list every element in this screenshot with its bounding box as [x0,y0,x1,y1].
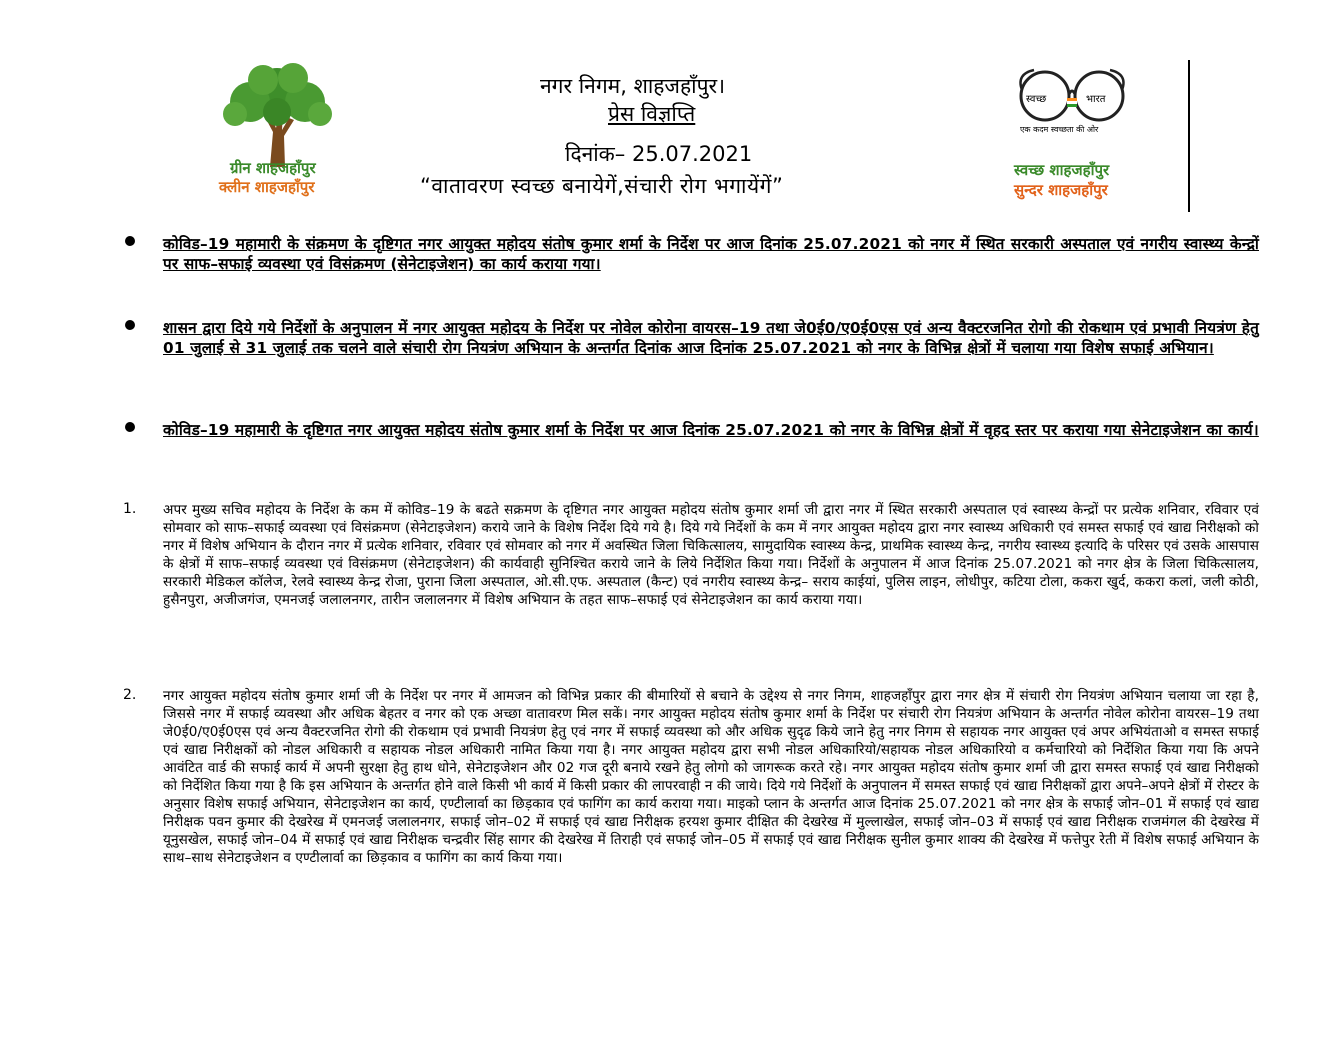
swachh-bharat-logo [1012,64,1132,134]
logo-line-swachh: स्वच्छ शाहजहाँपुर [1014,161,1110,179]
glasses-left-lens-text: स्वच्छ [1026,94,1047,105]
divider-line [1188,60,1190,212]
tree-icon [215,62,340,167]
date-line: दिनांक– 25.07.2021 [565,142,753,166]
logo-line-green: ग्रीन शाहजहाँपुर [230,159,316,177]
paragraph-number: 1. [123,501,137,517]
green-shahjahanpur-logo [215,62,340,197]
paragraph-text: अपर मुख्य सचिव महोदय के निर्देश के कम में कोविड–19 के बढते सक्रमण के दृष्टिगत नगर आयुक्त महोदय संतोष कुमार शर्मा जी द्वारा नगर में स्थित सरकारी अस्पताल एवं स्वास्थ्य केन्द्रों पर प्रत्येक शनिवार, रविवार एवं सोमवार को साफ–सफाई व्यवस्था एवं विसंक्रमण (सेनेटाइजेशन) कराये जाने के विशेष निर्देश दिये गये है। दिये गये निर्देशों के कम में नगर आयुक्त महोदय द्वारा नगर स्वास्थ्य अधिकारी एवं समस्त सफाई एवं खाद्य निरीक्षको को नगर में विशेष अभियान के दौरान नगर में प्रत्येक शनिवार, रविवार एवं सोमवार को नगर में अवस्थित जिला चिकित्सालय, सामुदायिक स्वास्थ्य केन्द्र, प्राथमिक स्वास्थ्य केन्द्र, नगरीय स्वास्थ्य इत्यादि के परिसर एवं उसके आसपास के क्षेत्रों में साफ–सफाई व्यवस्था एवं विसंक्रमण (सेनेटाइजेशन) की कार्यवाही सुनिश्चित कराये जाने के लिये निर्देशित किया गया। निर्देशों के अनुपालन में आज दिनांक 25.07.2021 को नगर क्षेत्र के जिला चिकित्सालय, सरकारी मेडिकल कॉलेज, रेलवे स्वास्थ्य केन्द्र रोजा, पुराना जिला अस्पताल, ओ.सी.एफ. अस्पताल (कैन्ट) एवं नगरीय स्वास्थ्य केन्द्र– सराय काईयां, पुलिस लाइन, लोधीपुर, कटिया टोला, ककरा खुर्द, ककरा कलां, जली कोठी, हुसैनपुरा, अजीजगंज, एमनजई जलालनगर, तारीन जलालनगर में विशेष अभियान के तहत साफ–सफाई एवं सेनेटाइजेशन का कार्य कराया गया। [163,502,1259,608]
bullet-icon [125,236,135,246]
glasses-right-lens-text: भारत [1086,94,1106,105]
bullet-item [163,318,1259,358]
numbered-paragraph [123,687,1259,867]
bullet-item [163,234,1259,274]
bullet-icon [125,320,135,330]
bullet-icon [125,422,135,432]
logo-line-clean: क्लीन शाहजहाँपुर [219,178,315,196]
bullet-text: कोविड–19 महामारी के दृष्टिगत नगर आयुक्त महोदय संतोष कुमार शर्मा के निर्देश पर आज दिनांक 25.07.2021 को नगर के विभिन्न क्षेत्रों में वृहद स्तर पर कराया गया सेनेटाइजेशन का कार्य। [163,421,1259,439]
org-name: नगर निगम, शाहजहाँपुर। [540,74,726,98]
logo-line-sundar: सुन्दर शाहजहाँपुर [1014,181,1108,199]
numbered-paragraph [123,501,1259,609]
slogan: “वातावरण स्वच्छ बनायेगें,संचारी रोग भगायेंगें” [420,174,784,198]
bullet-text: शासन द्वारा दिये गये निर्देशों के अनुपालन में नगर आयुक्त महोदय के निर्देश पर नोवेल कोरोना वायरस–19 तथा जे0ई0/ए0ई0एस एवं अन्य वैक्टरजनित रोगो की रोकथाम एवं प्रभावी नियत्रंण हेतु 01 जुलाई से 31 जुलाई तक चलने वाले संचारी रोग नियत्रंण अभियान के अन्तर्गत दिनांक आज दिनांक 25.07.2021 को नगर के विभिन्न क्षेत्रों में चलाया गया विशेष सफाई अभियान। [163,319,1259,357]
press-release-title: प्रेस विज्ञप्ति [608,102,696,126]
paragraph-text: नगर आयुक्त महोदय संतोष कुमार शर्मा जी के निर्देश पर नगर में आमजन को विभिन्न प्रकार की बीमारियों से बचाने के उद्देश्य से नगर निगम, शाहजहाँपुर द्वारा नगर क्षेत्र में संचारी रोग नियत्रंण अभियान चलाया जा रहा है, जिससे नगर में सफाई व्यवस्था और अधिक बेहतर व नगर को एक अच्छा वातावरण मिल सकें। नगर आयुक्त महोदय संतोष कुमार शर्मा के निर्देश पर संचारी रोग नियत्रंण अभियान के अन्तर्गत नोवेल कोरोना वायरस–19 तथा जे0ई0/ए0ई0एस एवं अन्य वैक्टरजनित रोगो की रोकथाम एवं प्रभावी नियत्रंण हेतु एवं नगर में सफाई व्यवस्था को और अधिक सुदृढ किये जाने हेतु नगर निगम से सहायक नगर आयुक्त एवं अपर अभियंताओ व समस्त सफाई एवं खाद्य निरीक्षकों को नोडल अधिकारी व सहायक नोडल अधिकारी नामित किया गया है। नगर आयुक्त महोदय द्वारा सभी नोडल अधिकारियो/सहायक नोडल अधिकारियो व कर्मचारियो को निर्देशित किया गया कि अपने आवंटित वार्ड की सफाई कार्य में अपनी सुरक्षा हेतु हाथ धोने, सेनेटाइजेशन और 02 गज दूरी बनाये रखने हेतु लोगो को जागरूक करते रहे। नगर आयुक्त महोदय संतोष कुमार शर्मा जी द्वारा समस्त सफाई एवं खाद्य निरीक्षको को निर्देशित किया गया है कि इस अभियान के अन्तर्गत होने वाले किसी भी कार्य में किसी प्रकार की लापरवाही न की जाये। दिये गये निर्देशों के अनुपालन में समस्त सफाई एवं खाद्य निरीक्षकों द्वारा अपने–अपने क्षेत्रों में रोस्टर के अनुसार विशेष सफाई अभियान, सेनेटाइजेशन का कार्य, एण्टीलार्वा का छिड़काव एवं फागिंग का कार्य कराया गया। माइको प्लान के अन्तर्गत आज दिनांक 25.07.2021 को नगर क्षेत्र के सफाई जोन–01 में सफाई एवं खाद्य निरीक्षक पवन कुमार की देखरेख में एमनजई जलालनगर, सफाई जोन–02 में सफाई एवं खाद्य निरीक्षक हरयश कुमार दीक्षित की देखरेख में मुल्लाखेल, सफाई जोन–03 में सफाई एवं खाद्य निरीक्षक राजमंगल की देखरेख में यूनुसखेल, सफाई जोन–04 में सफाई एवं खाद्य निरीक्षक चन्द्रवीर सिंह सागर की देखरेख में तिराही एवं सफाई जोन–05 में सफाई एवं खाद्य निरीक्षक सुनील कुमार शाक्य की देखरेख में फत्तेपुर रेती में विशेष सफाई अभियान के साथ–साथ सेनेटाइजेशन व एण्टीलार्वा का छिड़काव व फागिंग का कार्य किया गया। [163,688,1259,866]
bullet-text: कोविड–19 महामारी के संक्रमण के दृष्टिगत नगर आयुक्त महोदय संतोष कुमार शर्मा के निर्देश पर आज दिनांक 25.07.2021 को नगर में स्थित सरकारी अस्पताल एवं नगरीय स्वास्थ्य केन्द्रों पर साफ–सफाई व्यवस्था एवं विसंक्रमण (सेनेटाइजेशन) का कार्य कराया गया। [163,235,1259,273]
paragraph-number: 2. [123,687,137,703]
bullet-item [163,420,1259,440]
swachh-tagline: एक कदम स्वच्छता की ओर [1020,125,1099,134]
